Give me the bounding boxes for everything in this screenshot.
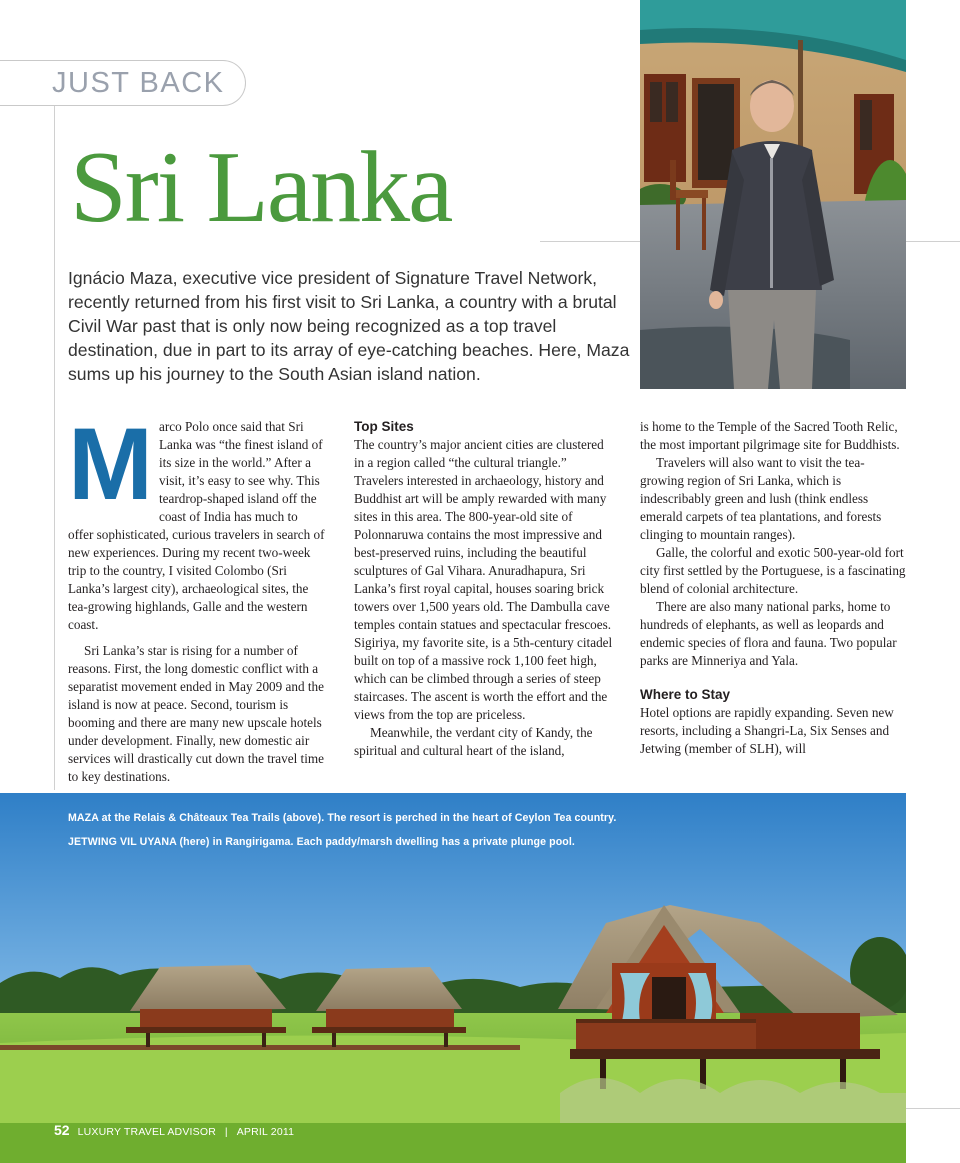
caption-maza-text: at the Relais & Châteaux Tea Trails (above). The resort is perched in the heart of Ceylon Tea country. <box>101 812 617 824</box>
col1-paragraph-1-text: arco Polo once said that Sri Lanka was “the finest island of its size in the world.” After a visit, it’s easy to see why. This teardrop-shaped island off the coast of India has much to offer sophisticated, curious travelers in search of new experiences. During my recent two-week trip to the country, I visited Colombo (Sri Lanka’s largest city), archaeological sites, the tea-growing highlands, Galle and the western coast. <box>68 419 325 632</box>
column-2 <box>354 418 616 760</box>
photo-jetwing-vil-uyana <box>0 793 906 1163</box>
col2-paragraph-2: Meanwhile, the verdant city of Kandy, the spiritual and cultural heart of the island, <box>354 725 593 758</box>
caption-maza-lead: MAZA <box>68 812 99 824</box>
issue-date: APRIL 2011 <box>236 1126 295 1138</box>
caption-jetwing-lead: JETWING VIL UYANA <box>68 836 177 848</box>
column-1 <box>68 407 326 786</box>
article-title: Sri Lanka <box>70 131 452 244</box>
col3-paragraph-1: is home to the Temple of the Sacred Tooth Relic, the most important pilgrimage site for Buddhists. <box>640 419 900 452</box>
col3-paragraph-5: Hotel options are rapidly expanding. Seven new resorts, including a Shangri-La, Six Senses and Jetwing (member of SLH), will <box>640 705 894 756</box>
column-3 <box>640 418 906 758</box>
section-label: JUST BACK <box>52 67 225 99</box>
rule-horizontal-bottom <box>906 1108 960 1109</box>
col2-paragraph-1: The country’s major ancient cities are clustered in a region called “the cultural triangle.” Travelers interested in archaeology, history and Buddhist art will be amply rewarded with many sites in this area. The 800-year-old site of Polonnaruwa contains the most impressive and best-preserved ruins, including the beautiful sculptures of Gal Vihara. Anuradhapura, Sri Lanka’s first royal capital, houses soaring brick towers over 1,500 years old. The Dambulla cave temples contain statues and spectacular frescoes. Sigiriya, my favorite site, is a 5th-century citadel built on top of a massive rock 1,100 feet high, which can be climbed through a series of steep staircases. The ascent is worth the effort and the views from the top are priceless. <box>354 437 613 722</box>
photo-resort-illustration <box>0 793 906 1163</box>
col1-paragraph-2: Sri Lanka’s star is rising for a number of reasons. First, the long domestic conflict with a separatist movement ended in May 2009 and the island is now at peace. Second, tourism is booming and there are many new upscale hotels under development. Finally, new domestic air services will drastically cut down the travel time to key destinations. <box>68 643 324 784</box>
caption-maza <box>68 812 616 824</box>
heading-where-to-stay: Where to Stay <box>640 687 731 702</box>
page-footer <box>54 1122 294 1140</box>
article-deck: Ignácio Maza, executive vice president of Signature Travel Network, recently returned from his first visit to Sri Lanka, a country with a brutal Civil War past that is only now being recognized as a top travel destination, due in part to its array of eye-catching beaches. Here, Maza sums up his journey to the South Asian island nation. <box>68 268 630 384</box>
col3-paragraph-4: There are also many national parks, home to hundreds of elephants, as well as leopards and endemic species of flora and fauna. Two popular parks are Minneriya and Yala. <box>640 599 897 668</box>
photo-maza-tea-trails <box>640 0 906 389</box>
heading-top-sites: Top Sites <box>354 419 414 434</box>
photo-maza-illustration <box>640 0 906 389</box>
publication-name: LUXURY TRAVEL ADVISOR <box>77 1126 216 1138</box>
caption-jetwing <box>68 836 575 848</box>
footer-separator: | <box>224 1126 228 1138</box>
drop-cap: M <box>68 407 153 521</box>
section-tab <box>0 60 246 106</box>
col3-paragraph-2: Travelers will also want to visit the tea-growing region of Sri Lanka, which is indescribably green and lush (think endless emerald carpets of tea plantations, and forests clinging to mountain ranges). <box>640 455 882 542</box>
page-number: 52 <box>54 1122 70 1138</box>
rule-vertical <box>54 106 55 790</box>
caption-jetwing-text: (here) in Rangirigama. Each paddy/marsh dwelling has a private plunge pool. <box>179 836 575 848</box>
col1-paragraph-1 <box>68 407 326 634</box>
col3-paragraph-3: Galle, the colorful and exotic 500-year-old fort city first settled by the Portuguese, is a fascinating blend of colonial architecture. <box>640 545 906 596</box>
